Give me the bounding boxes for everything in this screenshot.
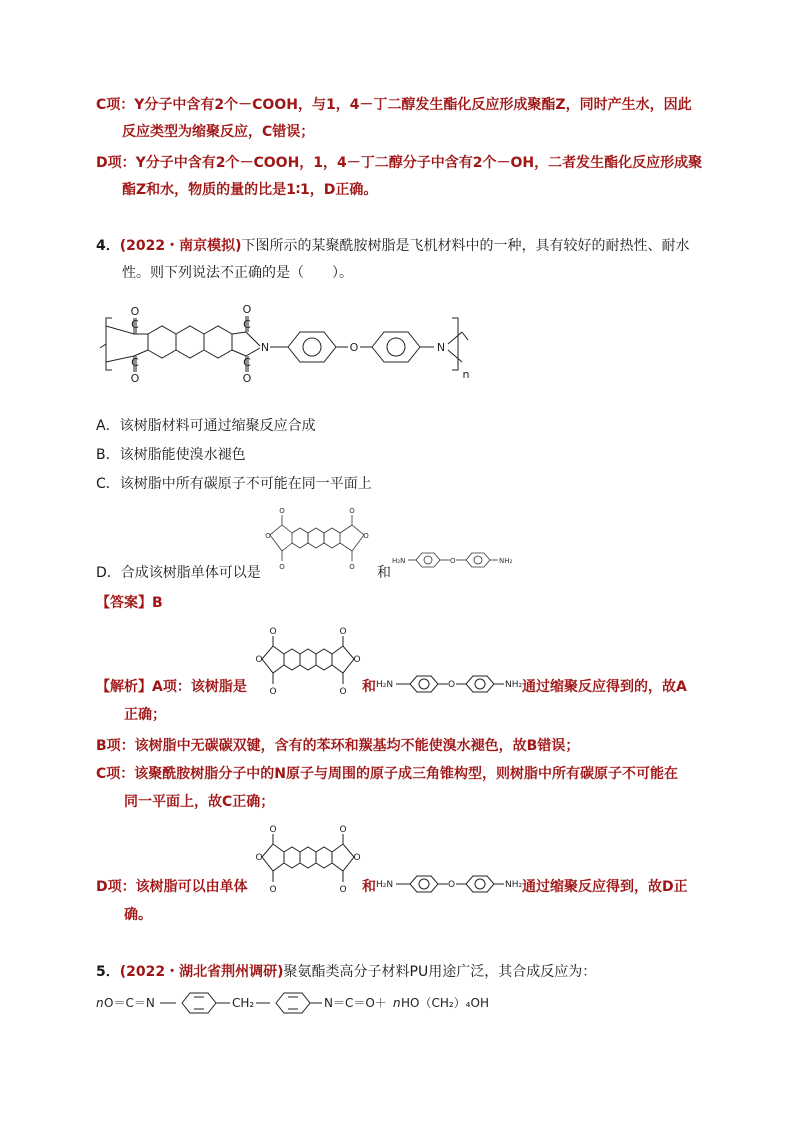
o-label: O [448,680,456,690]
q5-stem-text: 聚氨酯类高分子材料PU用途广泛，其合成反应为： [283,964,597,980]
prev-c-line1: C项：Y分子中含有2个－COOH，与1，4－丁二醇发生酯化反应形成聚酯Z，同时产生水，因此 [96,97,692,113]
o-label: O [269,885,277,895]
o-label: O [279,563,285,571]
o-label: O [353,853,361,863]
c-label: C [131,356,139,369]
diamine-analysis-a-structure [376,672,526,696]
dianhydride-analysis-a-structure [256,624,360,696]
n-label: N [260,341,270,354]
o-label: O [349,563,355,571]
c-label: O [130,305,140,318]
dianhydride-small-structure [262,505,372,573]
prev-d-line1: D项：Y分子中含有2个－COOH，1，4－丁二醇分子中含有2个－OH，二者发生酯化反应形成聚 [96,155,703,171]
o-label: O [450,557,456,565]
o-label: O [242,372,252,385]
q4-option-c: C．该树脂中所有碳原子不可能在同一平面上 [96,476,372,492]
dianhydride-analysis-d-structure [256,822,360,894]
q4-source: (2022・南京模拟) [119,238,242,254]
o-label: O [255,853,263,863]
o-label: O [269,627,277,637]
o-label: O [353,655,361,665]
analysis-a-and: 和 [362,679,376,695]
o-label: O [339,687,347,697]
analysis-c-line2: 同一平面上，故C正确； [124,794,275,810]
o-label: O [279,507,285,515]
analysis-d-and: 和 [362,879,376,895]
nh2-label: NH₂ [505,880,523,890]
c-label: C [131,318,139,331]
analysis-b: B项：该树脂中无碳碳双键，含有的苯环和羰基均不能使溴水褪色，故B错误； [96,738,580,754]
n-coefficient-2: n [393,996,401,1010]
q5-stem [96,962,596,982]
diamine-analysis-d-structure [376,872,526,896]
q4-number: 4． [96,238,120,254]
o-label: O [339,885,347,895]
analysis-d-prefix: D项：该树脂可以由单体 [96,879,248,895]
diamine-small-structure [392,548,522,572]
answer-tag: 【答案】 [96,595,152,611]
q4-option-d: D．合成该树脂单体可以是 [96,565,261,581]
repeat-n-label: n [462,368,470,381]
q4-option-b: B．该树脂能使溴水褪色 [96,447,246,463]
h2n-label: H₂N [376,880,394,890]
analysis-d-line2: 确。 [124,907,152,923]
prev-c-line2: 反应类型为缩聚反应，C错误； [122,124,315,140]
pu-reaction-equation [96,988,516,1018]
c-label: C [243,356,251,369]
o-label: O [265,532,271,540]
q5-source: (2022・湖北省荆州调研) [119,964,284,980]
analysis-a-line2: 正确； [124,707,166,723]
q4-stem-line1 [96,236,690,256]
analysis-tag: 【解析】 [96,679,152,695]
q5-number: 5． [96,964,120,980]
analysis-a-line1 [96,677,247,697]
diol-formula: HO（CH₂）₄OH [401,996,489,1010]
prev-d-line2: 酯Z和水，物质的量的比是1∶1，D正确。 [122,182,378,198]
o-label: O [269,825,277,835]
q4-stem-text: 下图所示的某聚酰胺树脂是飞机材料中的一种，具有较好的耐热性、耐水 [241,238,690,254]
o-label: O [130,372,140,385]
o-label: O [448,880,456,890]
n-coefficient: n [96,996,104,1010]
ether-o-label: O [349,341,359,354]
q4-answer [96,593,163,613]
n-label: N [436,341,446,354]
answer-value: B [152,595,163,611]
c-label: C [243,318,251,331]
h2n-label: H₂N [376,680,394,690]
isocyanate-left: O＝C＝N [104,996,155,1010]
o-label: O [242,303,252,316]
nh2-label: NH₂ [505,680,523,690]
o-label: O [269,687,277,697]
polyimide-structure [96,296,496,384]
o-label: O [363,532,369,540]
o-label: O [255,655,263,665]
o-label: O [349,507,355,515]
analysis-d-suffix: 通过缩聚反应得到，故D正 [522,879,688,895]
analysis-c-line1: C项：该聚酰胺树脂分子中的N原子与周围的原子成三角锥构型，则树脂中所有碳原子不可能在 [96,766,678,782]
ch2-label: CH₂ [232,996,255,1010]
h2n-label: H₂N [392,557,406,565]
analysis-a-prefix: A项：该树脂是 [152,679,247,695]
nh2-label: NH₂ [499,557,513,565]
q4-option-d-and: 和 [377,565,391,581]
o-label: O [339,627,347,637]
isocyanate-right: N＝C＝O＋ [324,996,387,1010]
q4-option-a: A．该树脂材料可通过缩聚反应合成 [96,418,316,434]
q4-stem-line2: 性。则下列说法不正确的是（ ）。 [122,265,353,281]
o-label: O [339,825,347,835]
analysis-a-suffix: 通过缩聚反应得到的，故A [522,679,687,695]
